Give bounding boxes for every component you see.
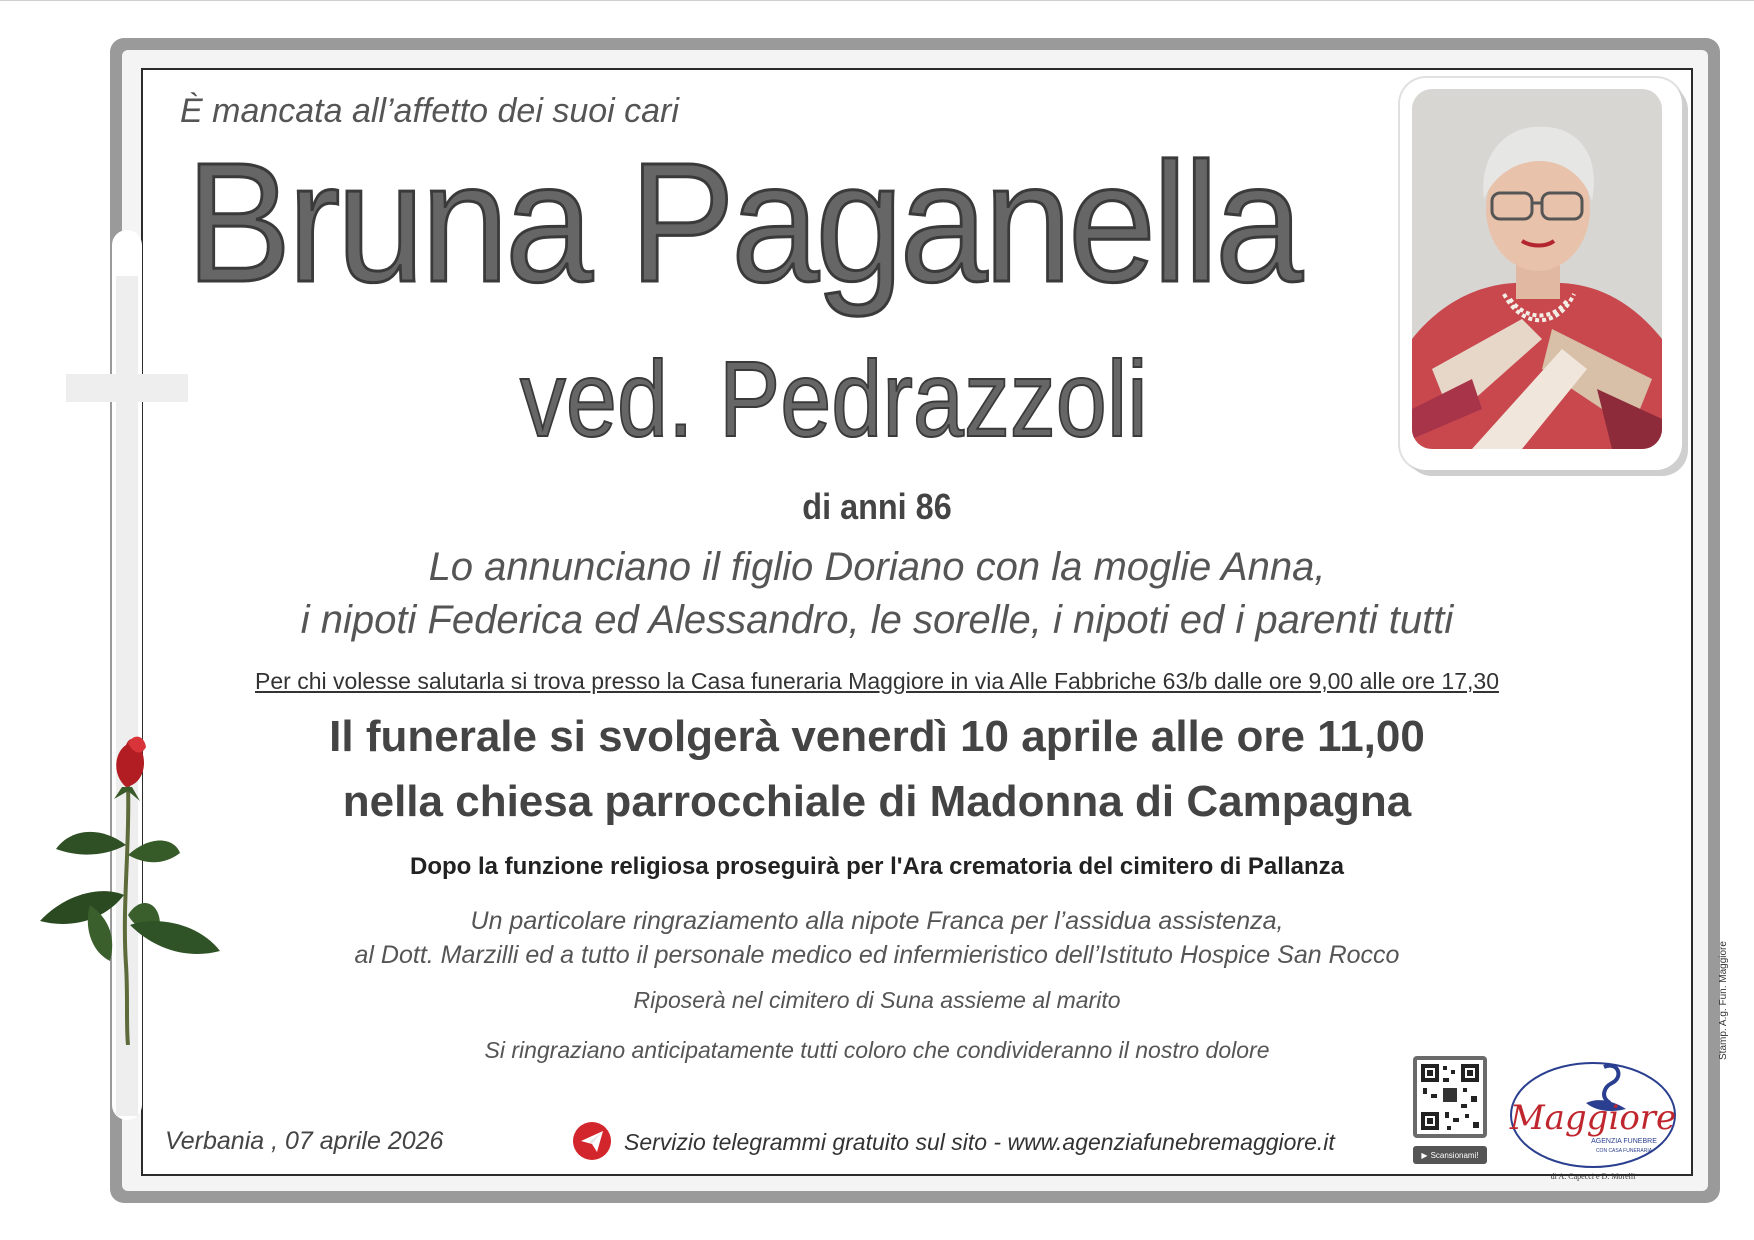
deceased-name: Bruna Paganella <box>186 128 1300 318</box>
thanks-line-1: Un particolare ringraziamento alla nipote Franca per l’assidua assistenza, <box>470 907 1284 935</box>
top-divider <box>0 0 1754 1</box>
qr-scan-label: ▶ Scansionami! <box>1413 1146 1487 1164</box>
play-icon: ▶ <box>1421 1150 1428 1160</box>
announcement-line-1: Lo annunciano il figlio Doriano con la moglie Anna, <box>428 545 1326 589</box>
send-icon <box>572 1121 612 1161</box>
agency-owners: di A. Capecci e D. Morelli <box>1550 1172 1636 1181</box>
agency-name: Maggiore <box>1509 1098 1677 1138</box>
visitation-info: Per chi volesse salutarla si trova presso la Casa funeraria Maggiore in via Alle Fabbriche 63/b dalle ore 9,00 alle ore 17,30 <box>255 668 1499 694</box>
gratitude-text: Si ringraziano anticipatamente tutti coloro che condivideranno il nostro dolore <box>484 1037 1270 1063</box>
intro-text: È mancata all’affetto dei suoi cari <box>180 92 679 130</box>
portrait-photo <box>1412 89 1662 449</box>
announcement-line-2: i nipoti Federica ed Alessandro, le sorelle, i nipoti ed i parenti tutti <box>300 598 1454 642</box>
agency-subtitle: AGENZIA FUNEBRE <box>1591 1138 1657 1145</box>
funeral-line-2: nella chiesa parrocchiale di Madonna di Campagna <box>342 777 1412 826</box>
after-service-info: Dopo la funzione religiosa proseguirà per l'Ara crematoria del cimitero di Pallanza <box>410 853 1344 880</box>
funeral-line-1: Il funerale si svolgerà venerdì 10 aprile alle ore 11,00 <box>329 712 1425 761</box>
telegram-service-link[interactable]: Servizio telegrammi gratuito sul sito - www.agenziafunebremaggiore.it <box>624 1129 1335 1155</box>
married-name: ved. Pedrazzoli <box>520 338 1148 459</box>
age-text: di anni 86 <box>802 486 952 527</box>
printer-note: Stamp. A.g. Fun. Maggiore <box>1718 941 1729 1060</box>
place-date: Verbania , 07 aprile 2026 <box>165 1127 444 1155</box>
agency-logo <box>1506 1057 1680 1187</box>
resting-place: Riposerà nel cimitero di Suna assieme al marito <box>633 987 1121 1013</box>
thanks-line-2: al Dott. Marzilli ed a tutto il personale medico ed infermieristico dell’Istituto Hospice San Rocco <box>354 941 1400 969</box>
qr-code-icon[interactable] <box>1413 1056 1487 1138</box>
agency-subtitle-2: CON CASA FUNERARIA <box>1595 1148 1653 1154</box>
